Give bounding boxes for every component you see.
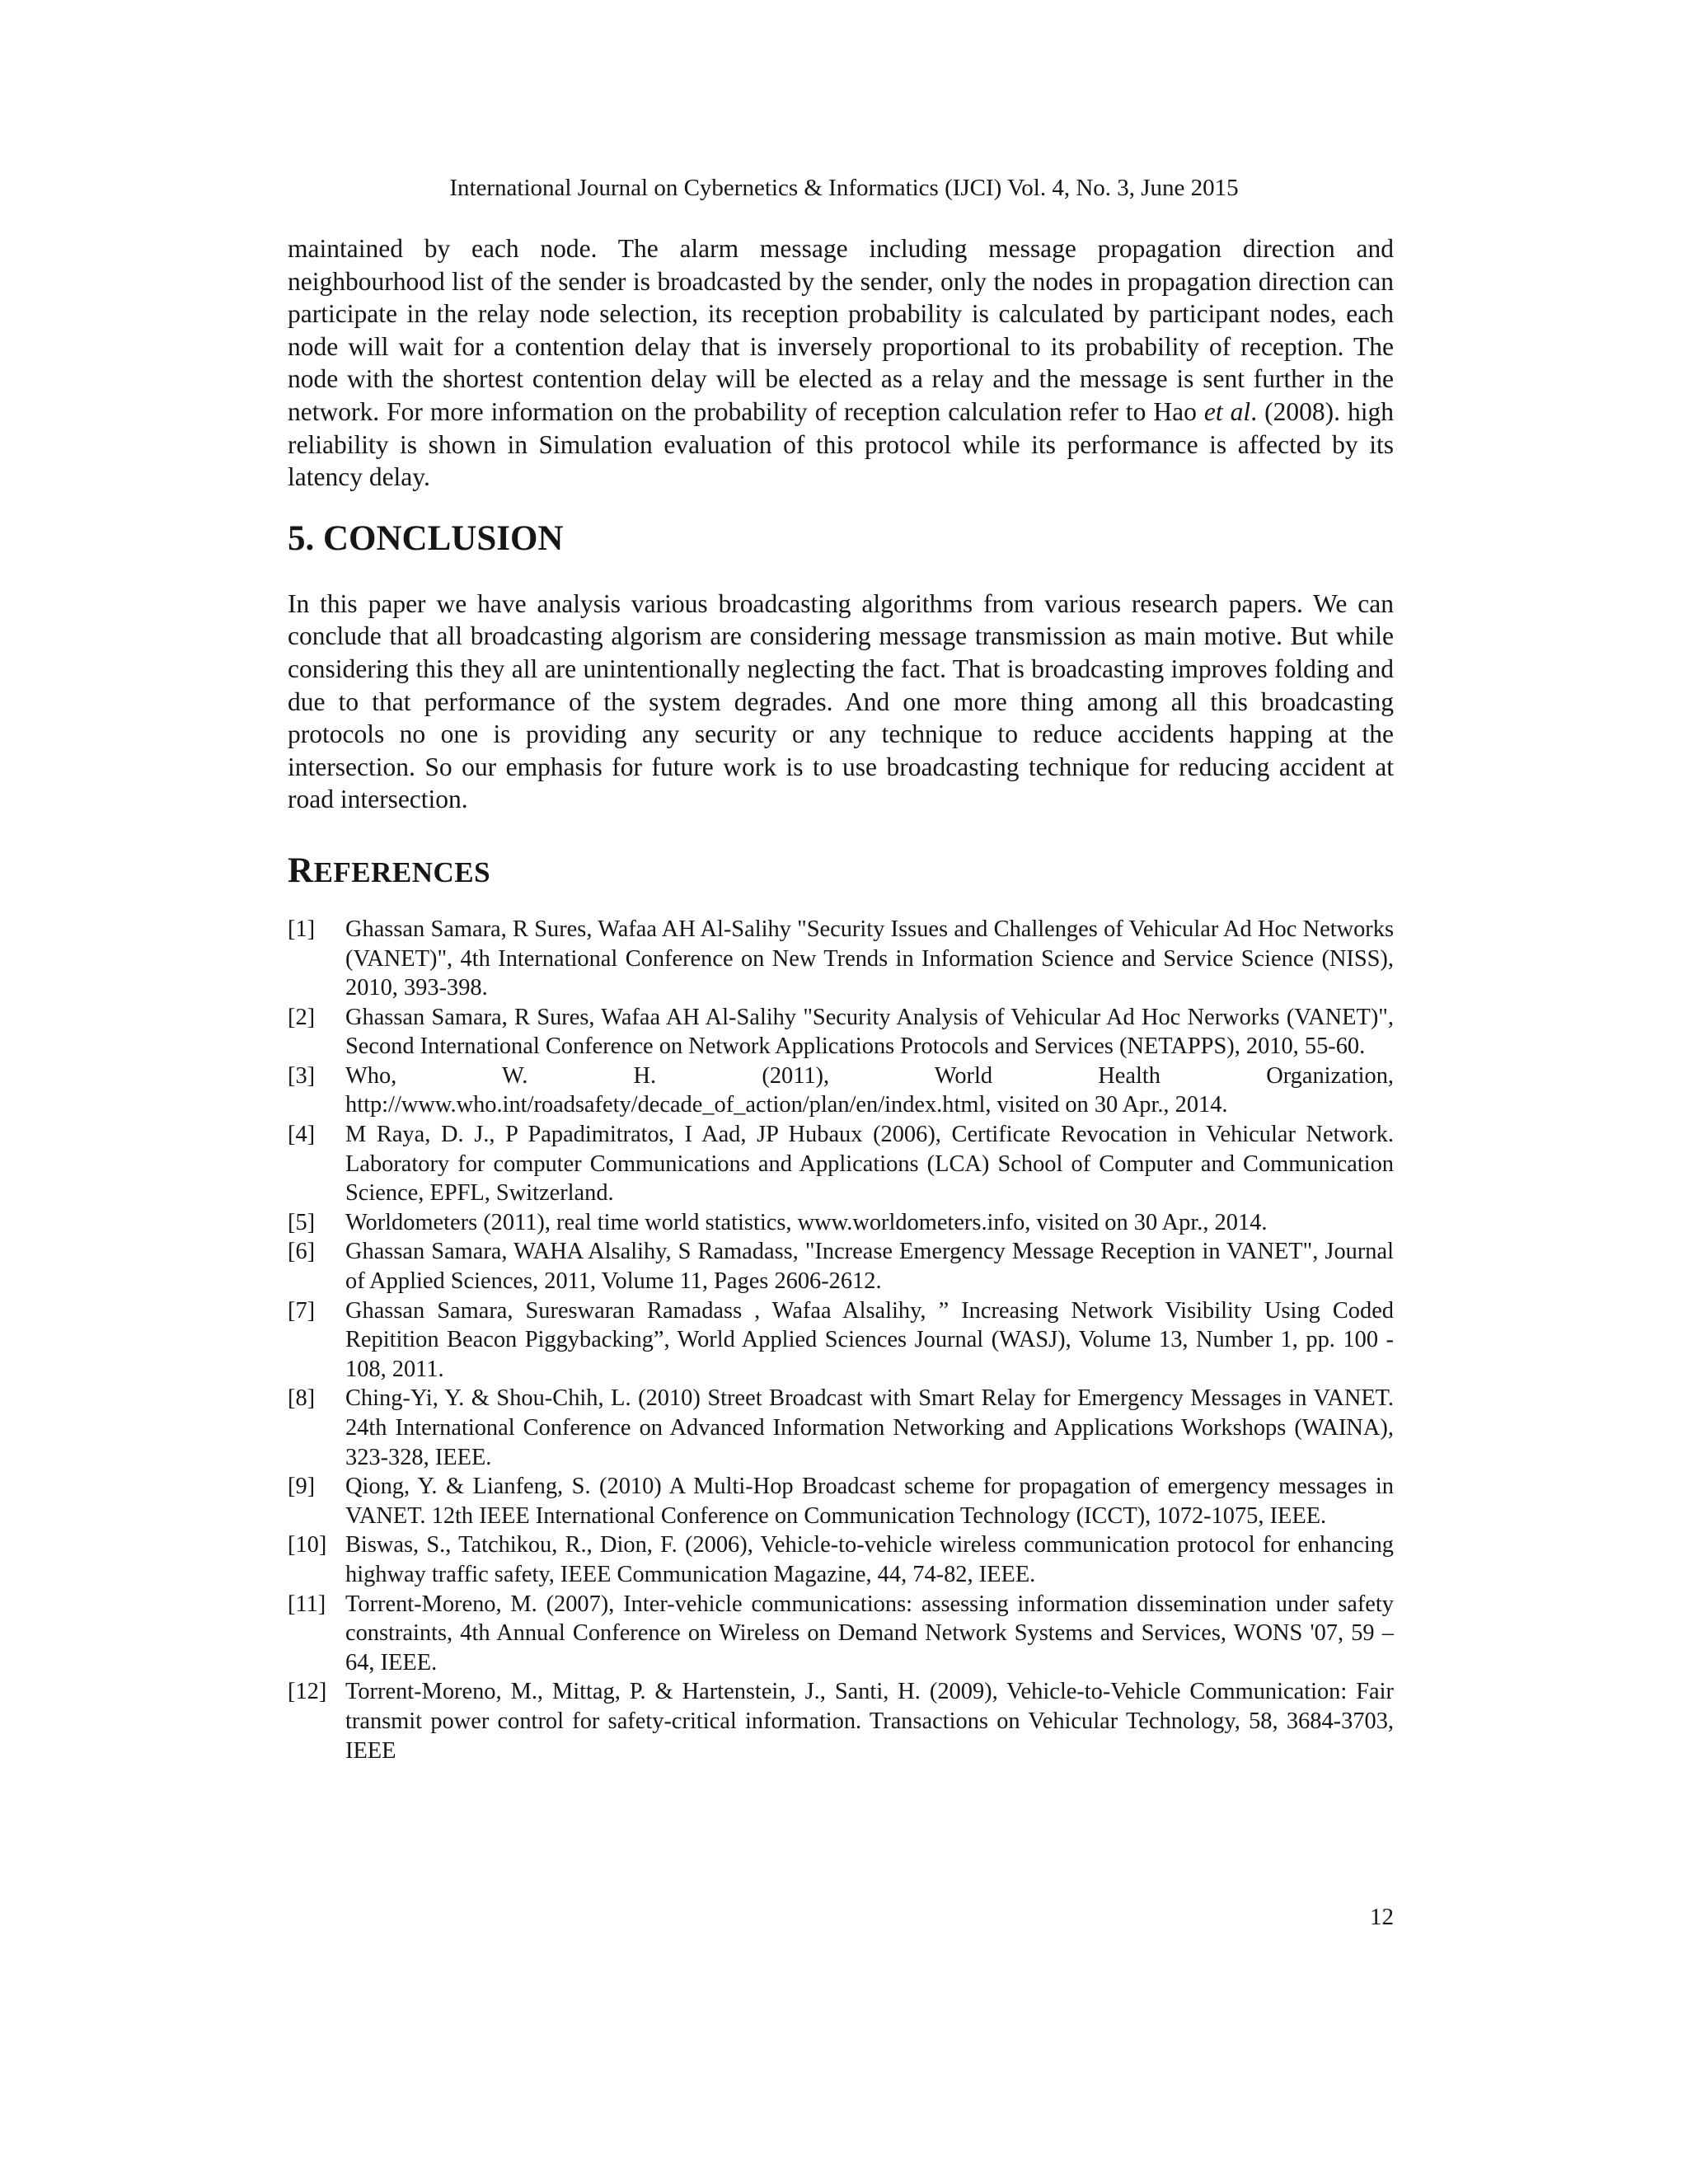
reference-item-8: [288, 1384, 1394, 1472]
reference-number: [11]: [288, 1591, 326, 1617]
reference-text: Ghassan Samara, R Sures, Wafaa AH Al-Salihy "Security Issues and Challenges of Vehicular Ad Hoc Networks (VANET)", 4th International Conference on New Trends in Information Science and Service Science (NISS), 2010, 393-398.: [345, 916, 1394, 1001]
reference-text: Ching-Yi, Y. & Shou-Chih, L. (2010) Street Broadcast with Smart Relay for Emergency Messages in VANET. 24th International Conference on Advanced Information Networking and Applications Workshops (WAINA), 323-328, IEEE.: [345, 1385, 1394, 1470]
intro-paragraph: [288, 232, 1394, 494]
reference-number: [10]: [288, 1532, 327, 1558]
reference-number: [4]: [288, 1122, 316, 1148]
reference-text: Torrent-Moreno, M. (2007), Inter-vehicle communications: assessing information dissemination under safety constraints, 4th Annual Conference on Wireless on Demand Network Systems and Services, WONS '07, 59 – 64, IEEE.: [345, 1591, 1394, 1675]
reference-item-7: [288, 1296, 1394, 1385]
reference-item-6: [288, 1237, 1394, 1296]
reference-text: Torrent-Moreno, M., Mittag, P. & Hartenstein, J., Santi, H. (2009), Vehicle-to-Vehicle Communication: Fair transmit power control for safety-critical information. Transactions on Vehicular Technology, 58, 3684-3703, IEEE: [345, 1679, 1394, 1764]
reference-item-3: [288, 1062, 1394, 1120]
references-heading: [288, 851, 1394, 893]
reference-item-5: [288, 1208, 1394, 1238]
reference-text: Biswas, S., Tatchikou, R., Dion, F. (2006), Vehicle-to-vehicle wireless communication protocol for enhancing highway traffic safety, IEEE Communication Magazine, 44, 74-82, IEEE.: [345, 1532, 1394, 1587]
reference-item-11: [288, 1590, 1394, 1678]
reference-item-4: [288, 1120, 1394, 1208]
reference-number: [9]: [288, 1474, 316, 1500]
reference-text: Who, W. H. (2011), World Health Organization, http://www.who.int/roadsafety/decade_of_action/plan/en/index.html, visited on 30 Apr., 2014.: [345, 1062, 1394, 1118]
reference-text: Ghassan Samara, R Sures, Wafaa AH Al-Salihy "Security Analysis of Vehicular Ad Hoc Nerworks (VANET)", Second International Conference on Network Applications Protocols and Services (NETAPPS), 2010, 55-60.: [345, 1004, 1394, 1060]
reference-number: [8]: [288, 1385, 316, 1412]
reference-text: Qiong, Y. & Lianfeng, S. (2010) A Multi-Hop Broadcast scheme for propagation of emergency messages in VANET. 12th IEEE International Conference on Communication Technology (ICCT), 1072-1075, IEEE.: [345, 1474, 1394, 1529]
reference-text: Ghassan Samara, WAHA Alsalihy, S Ramadass, "Increase Emergency Message Reception in VANET", Journal of Applied Sciences, 2011, Volume 11, Pages 2606-2612.: [345, 1239, 1394, 1295]
reference-number: [5]: [288, 1209, 316, 1235]
page-number: 12: [1370, 1904, 1394, 1930]
running-header: International Journal on Cybernetics & Informatics (IJCI) Vol. 4, No. 3, June 2015: [449, 175, 1239, 201]
reference-number: [2]: [288, 1004, 316, 1030]
reference-text: Worldometers (2011), real time world statistics, www.worldometers.info, visited on 30 Apr., 2014.: [345, 1209, 1268, 1235]
conclusion-heading: 5. CONCLUSION: [288, 518, 564, 558]
reference-number: [7]: [288, 1297, 316, 1324]
conclusion-paragraph: In this paper we have analysis various broadcasting algorithms from various research papers. We can conclude that all broadcasting algorism are considering message transmission as main motive. But while considering this they all are unintentionally neglecting the fact. That is broadcasting improves folding and due to that performance of the system degrades. And one more thing among all this broadcasting protocols no one is providing any security or any technique to reduce accidents happing at the intersection. So our emphasis for future work is to use broadcasting technique for reducing accident at road intersection.: [288, 588, 1394, 814]
page-content: [288, 232, 1394, 1765]
intro-et-al: et al: [1203, 396, 1251, 426]
reference-number: [3]: [288, 1062, 316, 1089]
reference-list: [288, 915, 1394, 1765]
references-heading-initial: R: [288, 851, 314, 890]
reference-number: [1]: [288, 916, 316, 942]
intro-text-part1: maintained by each node. The alarm message including message propagation direction and neighbourhood list of the sender is broadcasted by the sender, only the nodes in propagation direction can participate in the relay node selection, its reception probability is calculated by participant nodes, each node will wait for a contention delay that is inversely proportional to its probability of reception. The node with the shortest contention delay will be elected as a relay and the message is sent further in the network. For more information on the probability of reception calculation refer to Hao: [288, 234, 1394, 426]
reference-text: M Raya, D. J., P Papadimitratos, I Aad, JP Hubaux (2006), Certificate Revocation in Vehicular Network. Laboratory for computer Communications and Applications (LCA) School of Computer and Communication Science, EPFL, Switzerland.: [345, 1122, 1394, 1207]
reference-item-12: [288, 1677, 1394, 1765]
references-heading-rest: EFERENCES: [313, 855, 491, 888]
reference-number: [6]: [288, 1239, 316, 1265]
reference-text: Ghassan Samara, Sureswaran Ramadass , Wafaa Alsalihy, ” Increasing Network Visibility Using Coded Repitition Beacon Piggybacking”, World Applied Sciences Journal (WASJ), Volume 13, Number 1, pp. 100 - 108, 2011.: [345, 1297, 1394, 1382]
reference-item-10: [288, 1530, 1394, 1589]
reference-item-2: [288, 1003, 1394, 1062]
intro-text-part2: . (2008). high reliability is shown in Simulation evaluation of this protocol while its performance is affected by its latency delay.: [288, 396, 1394, 492]
reference-item-1: [288, 915, 1394, 1003]
reference-number: [12]: [288, 1679, 327, 1705]
reference-item-9: [288, 1472, 1394, 1530]
